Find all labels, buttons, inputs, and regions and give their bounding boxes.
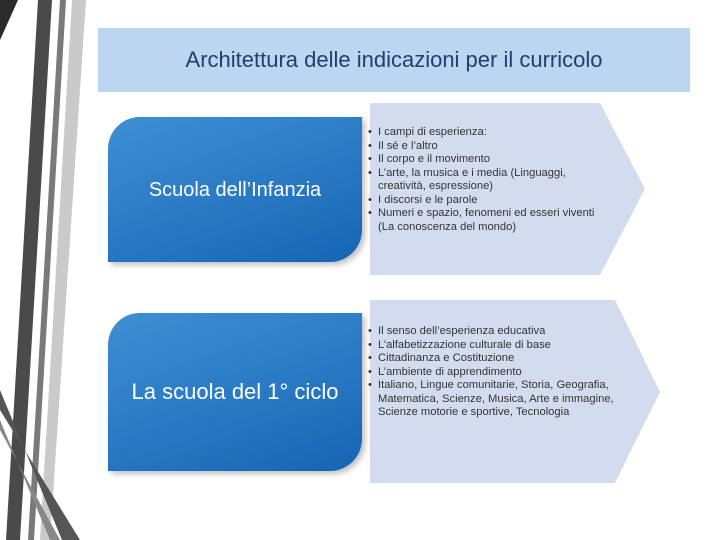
list-item: • L’arte, la musica e i media (Linguaggi, creatività, espressione) (368, 166, 566, 192)
list-item: • Cittadinanza e Costituzione (368, 352, 515, 364)
box-scuola-infanzia (108, 117, 362, 262)
list-infanzia (368, 126, 608, 234)
list-item: • I campi di esperienza: (368, 126, 487, 138)
title-bar (98, 28, 690, 92)
list-item: • Numeri e spazio, fenomeni ed esseri viventi (La conoscenza del mondo) (368, 207, 595, 233)
list-item: • Il senso dell’esperienza educativa (368, 325, 546, 337)
list-item: • L’alfabetizzazione culturale di base (368, 338, 551, 351)
list-item: • I discorsi e le parole (368, 193, 478, 206)
list-item: • Il corpo e il movimento (368, 153, 490, 165)
list-primo-ciclo (368, 325, 628, 420)
slide-title: Architettura delle indicazioni per il curricolo (185, 47, 603, 72)
box-scuola-primo-ciclo (108, 313, 362, 471)
box-label-infanzia: Scuola dell’Infanzia (148, 178, 322, 201)
decorative-stripes (0, 0, 90, 540)
box-label-primo-ciclo: La scuola del 1° ciclo (131, 378, 339, 404)
list-item: • Italiano, Lingue comunitarie, Storia, Geografia, Matematica, Scienze, Musica, Arte e immagine, Scienze motorie e sportive, Tecnologia (368, 379, 614, 418)
list-item: • L’ambiente di apprendimento (368, 365, 522, 378)
list-item: • Il sé e l’altro (368, 139, 438, 152)
